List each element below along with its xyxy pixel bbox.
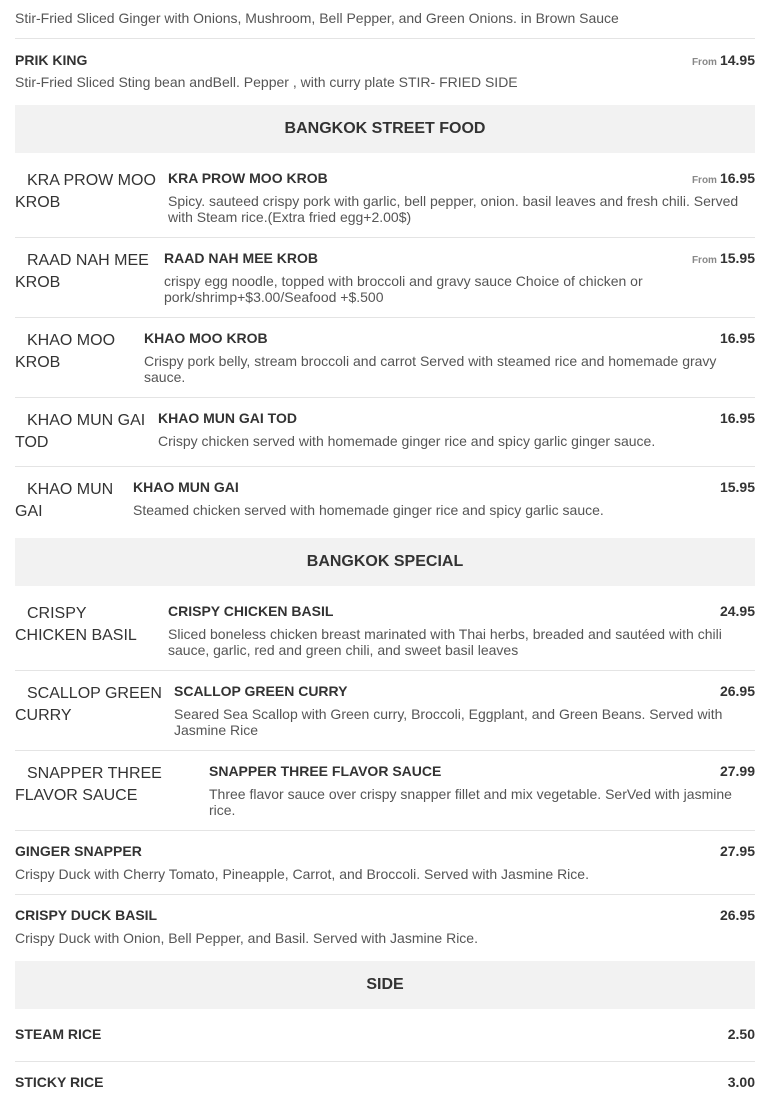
divider <box>15 750 755 751</box>
divider <box>15 830 755 831</box>
menu-item-khao-mun-gai[interactable] <box>15 469 755 535</box>
broken-image-icon <box>15 413 27 427</box>
section-header-side: SIDE <box>15 961 755 1009</box>
item-image[interactable]: RAAD NAH MEE KROB <box>15 252 149 291</box>
item-price: From 14.95 <box>691 52 755 68</box>
item-price: 27.95 <box>719 843 755 859</box>
item-name: KHAO MUN GAI TOD <box>158 410 297 426</box>
item-price: 27.99 <box>719 763 755 779</box>
divider <box>15 237 755 238</box>
item-image[interactable]: KHAO MUN GAI <box>15 481 114 520</box>
divider <box>15 317 755 318</box>
item-description: Crispy pork belly, stream broccoli and carrot Served with steamed rice and homemade gravy sauce. <box>144 353 717 385</box>
item-name: STEAM RICE <box>15 1026 102 1042</box>
item-price: 24.95 <box>719 603 755 619</box>
item-price: 26.95 <box>719 907 755 923</box>
menu-item-prik-king[interactable] <box>15 38 755 104</box>
item-description: Stir-Fried Sliced Sting bean andBell. Pepper , with curry plate STIR- FRIED SIDE <box>15 74 518 90</box>
item-name: STICKY RICE <box>15 1074 104 1090</box>
item-description: Three flavor sauce over crispy snapper fillet and mix vegetable. SerVed with jasmine rice. <box>209 786 732 818</box>
menu-item-crispy-duck-basil[interactable] <box>15 897 755 959</box>
item-description: Crispy Duck with Onion, Bell Pepper, and Basil. Served with Jasmine Rice. <box>15 930 478 946</box>
item-name: CRISPY DUCK BASIL <box>15 907 158 923</box>
item-description: Stir-Fried Sliced Ginger with Onions, Mushroom, Bell Pepper, and Green Onions. in Brown Sauce <box>15 10 619 26</box>
broken-image-icon <box>15 253 27 267</box>
divider <box>15 397 755 398</box>
broken-image-icon <box>15 173 27 187</box>
menu-item-khao-mun-gai-tod[interactable] <box>15 400 755 466</box>
item-name: SNAPPER THREE FLAVOR SAUCE <box>209 763 442 779</box>
item-image[interactable]: KHAO MOO KROB <box>15 332 116 371</box>
item-name: KHAO MUN GAI <box>133 479 239 495</box>
item-price: 16.95 <box>719 330 755 346</box>
broken-image-icon <box>15 606 27 620</box>
item-price: From 16.95 <box>691 170 755 186</box>
item-description: crispy egg noodle, topped with broccoli and gravy sauce Choice of chicken or pork/shrimp+$3.00/Seafood +$.500 <box>164 273 643 305</box>
item-image[interactable]: KRA PROW MOO KROB <box>15 172 156 211</box>
item-description: Seared Sea Scallop with Green curry, Broccoli, Eggplant, and Green Beans. Served with Jasmine Rice <box>174 706 723 738</box>
item-name: CRISPY CHICKEN BASIL <box>168 603 334 619</box>
menu-item-sticky-rice[interactable] <box>15 1064 755 1104</box>
item-description: Spicy. sauteed crispy pork with garlic, bell pepper, onion. basil leaves and fresh chili. Served with Steam rice.(Extra fried egg+2.00$) <box>168 193 739 225</box>
section-header-special: BANGKOK SPECIAL <box>15 538 755 586</box>
item-description: Crispy chicken served with homemade ginger rice and spicy garlic ginger sauce. <box>158 433 656 449</box>
menu-item-khao-moo-krob[interactable] <box>15 320 755 398</box>
item-price: 2.50 <box>727 1026 755 1042</box>
item-price: 26.95 <box>719 683 755 699</box>
item-name: GINGER SNAPPER <box>15 843 142 859</box>
divider <box>15 670 755 671</box>
menu-item-ginger-snapper[interactable] <box>15 833 755 895</box>
item-price: 15.95 <box>719 479 755 495</box>
item-name: KHAO MOO KROB <box>144 330 268 346</box>
price-from-label: From <box>691 57 717 68</box>
item-image[interactable]: KHAO MUN GAI TOD <box>15 412 146 451</box>
divider <box>15 466 755 467</box>
menu-item-crispy-chicken-basil[interactable] <box>15 593 755 671</box>
item-name: SCALLOP GREEN CURRY <box>174 683 348 699</box>
menu-item-steam-rice[interactable] <box>15 1016 755 1061</box>
item-description: Sliced boneless chicken breast marinated with Thai herbs, breaded and sautéed with chili sauce, garlic, red and green chili, and sweet basil leaves <box>168 626 722 658</box>
broken-image-icon <box>15 766 27 780</box>
section-header-street-food: BANGKOK STREET FOOD <box>15 105 755 153</box>
price-from-label: From <box>691 175 717 186</box>
item-description: Steamed chicken served with homemade ginger rice and spicy garlic sauce. <box>133 502 604 518</box>
item-price: From 15.95 <box>691 250 755 266</box>
divider <box>15 1061 755 1062</box>
item-price: 3.00 <box>727 1074 755 1090</box>
broken-image-icon <box>15 482 27 496</box>
menu-item-scallop-green-curry[interactable] <box>15 673 755 751</box>
item-name: RAAD NAH MEE KROB <box>164 250 318 266</box>
divider <box>15 894 755 895</box>
item-image[interactable]: SNAPPER THREE FLAVOR SAUCE <box>15 765 162 804</box>
item-price: 16.95 <box>719 410 755 426</box>
item-image[interactable]: SCALLOP GREEN CURRY <box>15 685 162 724</box>
menu-item-kra-prow-moo-krob[interactable] <box>15 160 755 238</box>
broken-image-icon <box>15 686 27 700</box>
item-image[interactable]: CRISPY CHICKEN BASIL <box>15 605 137 644</box>
menu-item-snapper-three-flavor-sauce[interactable] <box>15 753 755 831</box>
item-description: Crispy Duck with Cherry Tomato, Pineapple, Carrot, and Broccoli. Served with Jasmine Rice. <box>15 866 589 882</box>
item-name: PRIK KING <box>15 52 88 68</box>
broken-image-icon <box>15 333 27 347</box>
item-name: KRA PROW MOO KROB <box>168 170 328 186</box>
menu-item-raad-nah-mee-krob[interactable] <box>15 240 755 318</box>
price-from-label: From <box>691 255 717 266</box>
